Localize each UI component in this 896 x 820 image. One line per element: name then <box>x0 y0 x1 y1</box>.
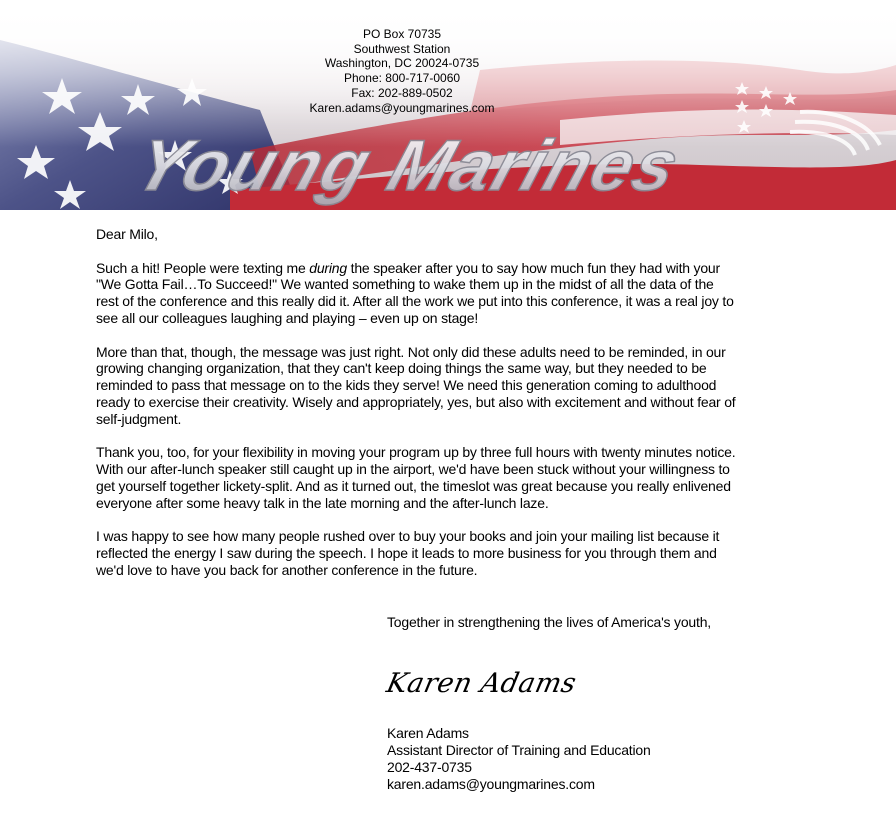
sender-email: karen.adams@youngmarines.com <box>387 776 595 792</box>
address-city: Washington, DC 20024-0735 <box>324 56 480 71</box>
sender-title: Assistant Director of Training and Education <box>387 742 651 758</box>
handwritten-signature: Karen Adams <box>383 668 580 699</box>
address-fax: Fax: 202-889-0502 <box>351 85 453 100</box>
paragraph-1-start: Such a hit! People were texting me <box>96 259 310 276</box>
signature-block <box>387 725 651 793</box>
letterhead-address <box>252 27 552 115</box>
paragraph-3: Thank you, too, for your flexibility in moving your program up by three full hours with twenty minutes notice. With our after-lunch speaker still caught up in the airport, we'd have been stuck without your willingness to get yourself together lickety-split. And as it turned out, the timeslot was great because you really enlivened everyone after some heavy talk in the late morning and the after-lunch laze. <box>96 444 736 511</box>
letter-body <box>96 226 736 596</box>
address-email: Karen.adams@youngmarines.com <box>309 100 495 115</box>
paragraph-2: More than that, though, the message was just right. Not only did these adults need to be reminded, in our growing changing organization, that they can't keep doing things the same way, but they needed to be reminded to pass that message on to the kids they serve! We need this generation coming to adulthood ready to exercise their creativity. Wisely and appropriately, yes, but also with excitement and without fear of self-judgment. <box>96 343 736 427</box>
sender-name: Karen Adams <box>387 725 469 741</box>
salutation: Dear Milo, <box>96 226 158 242</box>
address-phone: Phone: 800-717-0060 <box>343 71 461 86</box>
paragraph-1-emphasis: during <box>309 259 347 276</box>
paragraph-1 <box>96 260 736 327</box>
svg-text:Young Marines: Young Marines <box>125 124 691 206</box>
sender-phone: 202-437-0735 <box>387 759 472 775</box>
address-po-box: PO Box 70735 <box>362 27 442 41</box>
paragraph-4: I was happy to see how many people rushed over to buy your books and join your mailing list because it reflected the energy I saw during the speech. I hope it leads to more business for you through them and we'd love to have you back for another conference in the future. <box>96 528 720 578</box>
address-station: Southwest Station <box>353 41 451 56</box>
closing-line: Together in strengthening the lives of America's youth, <box>387 614 711 630</box>
letterhead-banner <box>0 0 896 210</box>
paragraph-1-end: the speaker after you to say how much fun they had with your "We Gotta Fail…To Succeed!" We wanted something to wake them up in the midst of all the data of the rest of the conference and this really did it. After all the work we put into this conference, it was a real joy to see all our colleagues laughing and playing – even up on stage! <box>96 259 734 326</box>
